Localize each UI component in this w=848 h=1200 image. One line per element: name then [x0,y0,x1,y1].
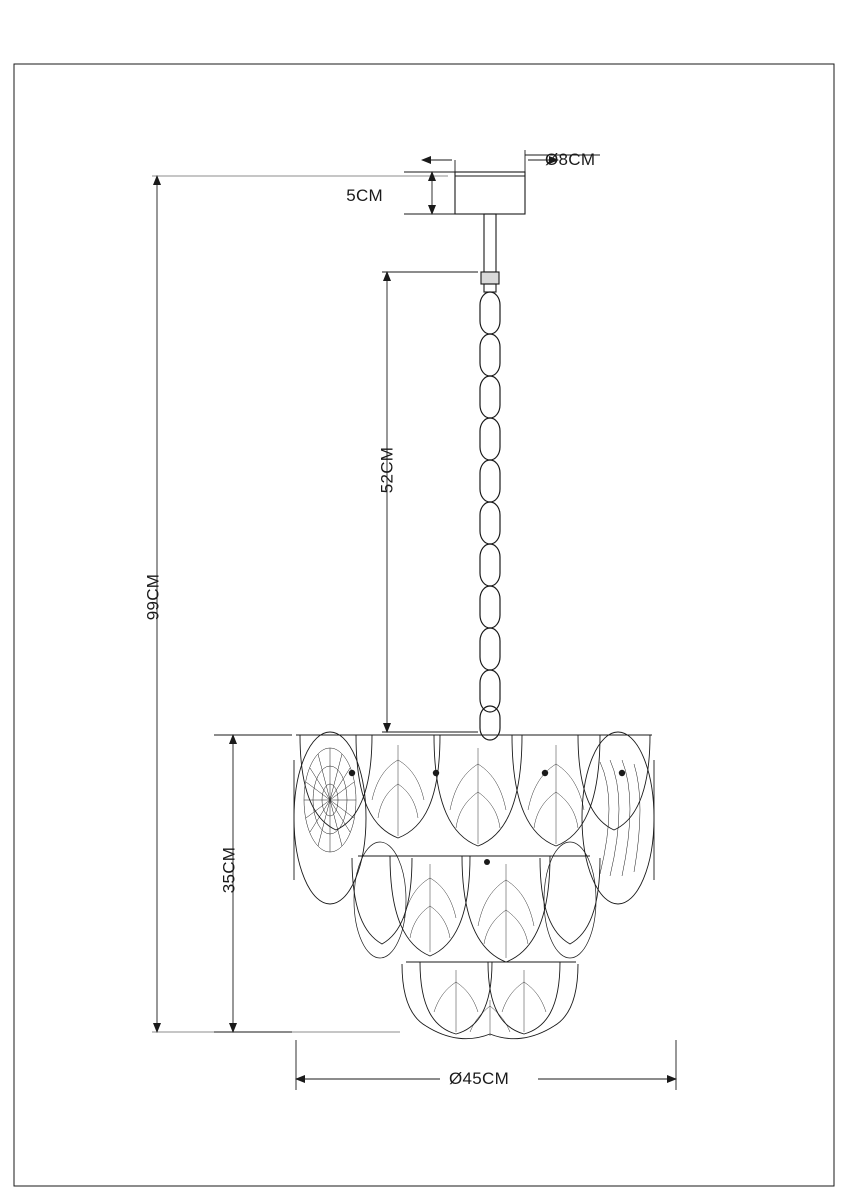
fixture-drawing [294,172,654,1039]
dimension-label-shade-diameter: Ø45CM [449,1069,510,1088]
dimension-chain-length [382,272,478,732]
dimension-label-total-height: 99CM [143,573,163,621]
dimension-lines [152,150,676,1090]
petal-shade-tier-3 [402,962,578,1039]
petal-shade-tier-1 [294,732,654,904]
drop-rod [481,214,499,292]
dimension-canopy-height [404,172,455,214]
ceiling-canopy [455,172,525,214]
dimension-label-canopy-height: 5CM [346,186,383,205]
sheet-border [14,64,834,1186]
link-chain [480,292,500,740]
dimension-label-chain-length: 52CM [377,446,397,494]
dimension-label-canopy-diameter: Ø8CM [545,150,596,169]
dimension-label-shade-height: 35CM [219,846,239,894]
petal-shade-tier-2 [352,842,600,962]
dimension-total-height [152,176,448,1032]
